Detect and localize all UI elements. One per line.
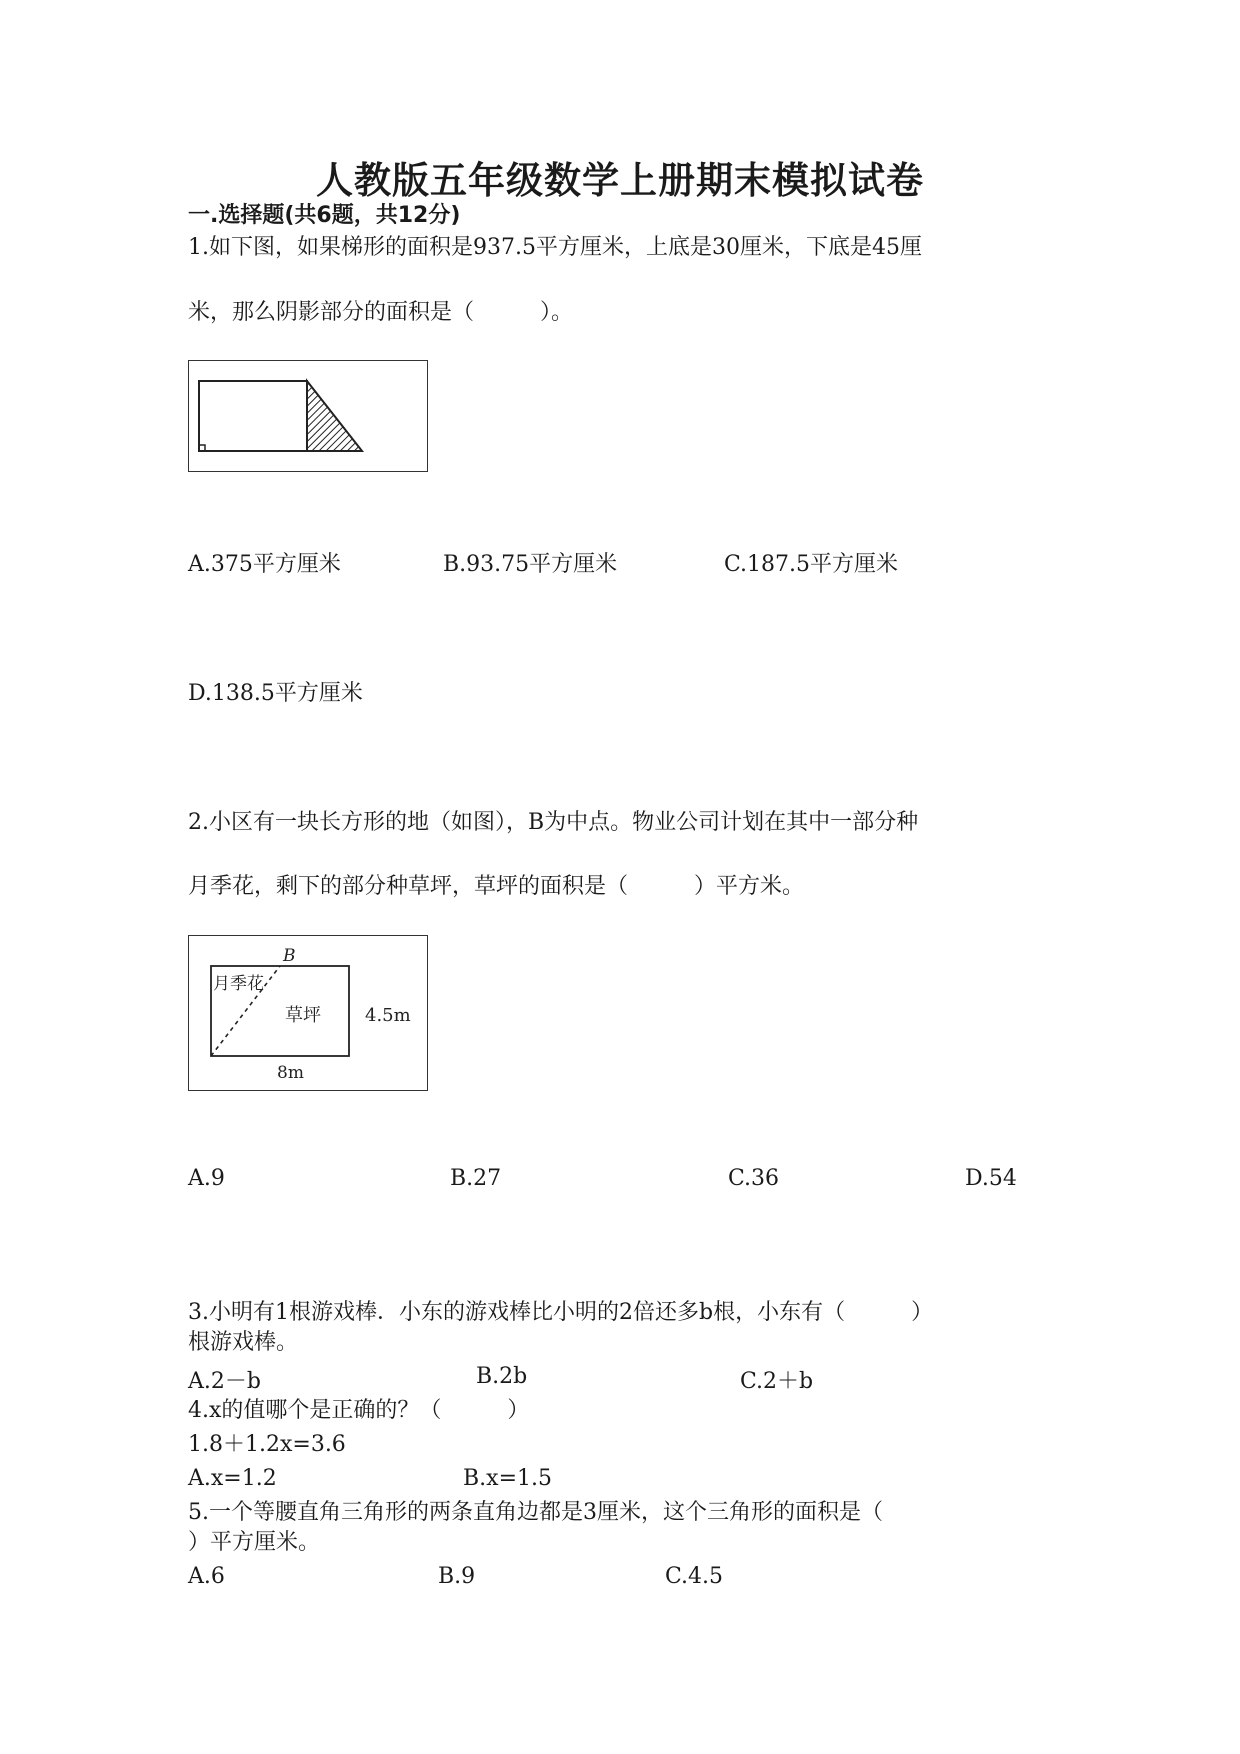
q1-option-c: C.187.5平方厘米 xyxy=(724,552,899,577)
shaded-triangle xyxy=(307,381,362,451)
rectangle-part xyxy=(199,381,307,451)
section-heading: 一.选择题(共6题，共12分) xyxy=(188,203,461,228)
q2-option-a: A.9 xyxy=(188,1166,225,1191)
q3-text-line2: 根游戏棒。 xyxy=(188,1330,299,1355)
q2-text-line1: 2.小区有一块长方形的地（如图），B为中点。物业公司计划在其中一部分种 xyxy=(188,810,919,835)
q4-equation: 1.8＋1.2x=3.6 xyxy=(188,1432,346,1457)
q2-option-d: D.54 xyxy=(965,1166,1017,1191)
q1-text-line1: 1.如下图，如果梯形的面积是937.5平方厘米，上底是30厘米，下底是45厘 xyxy=(188,235,922,260)
q1-trapezoid-figure xyxy=(188,360,428,472)
q5-text-line2: ）平方厘米。 xyxy=(188,1530,321,1555)
q3-option-c: C.2＋b xyxy=(740,1369,814,1394)
height-label: 4.5m xyxy=(365,1005,411,1026)
q2-rectangle-figure xyxy=(188,935,428,1091)
q1-text-line2: 米，那么阴影部分的面积是（ ）。 xyxy=(188,300,574,325)
page-title: 人教版五年级数学上册期末模拟试卷 xyxy=(316,158,924,202)
q2-text-line2: 月季花，剩下的部分种草坪，草坪的面积是（ ）平方米。 xyxy=(188,874,805,899)
q1-option-d: D.138.5平方厘米 xyxy=(188,681,363,706)
q2-option-c: C.36 xyxy=(728,1166,780,1191)
q1-option-b: B.93.75平方厘米 xyxy=(443,552,618,577)
q3-option-a: A.2－b xyxy=(188,1369,261,1394)
q3-option-b: B.2b xyxy=(476,1364,528,1389)
point-b-label: B xyxy=(283,946,296,966)
q4-option-a: A.x=1.2 xyxy=(188,1466,277,1491)
q4-option-b: B.x=1.5 xyxy=(463,1466,552,1491)
q1-option-a: A.375平方厘米 xyxy=(188,552,341,577)
q5-option-b: B.9 xyxy=(438,1564,476,1589)
flower-label: 月季花 xyxy=(213,974,264,994)
garden-diagram xyxy=(189,936,427,1090)
grass-label: 草坪 xyxy=(285,1005,321,1026)
q5-option-a: A.6 xyxy=(188,1564,225,1589)
q4-text-line1: 4.x的值哪个是正确的？（ ） xyxy=(188,1398,530,1423)
q2-option-b: B.27 xyxy=(450,1166,502,1191)
q5-text-line1: 5.一个等腰直角三角形的两条直角边都是3厘米，这个三角形的面积是（ xyxy=(188,1500,883,1525)
q3-text-line1: 3.小明有1根游戏棒．小东的游戏棒比小明的2倍还多b根，小东有（ ） xyxy=(188,1300,934,1325)
width-label: 8m xyxy=(277,1063,304,1083)
trapezoid-diagram xyxy=(189,361,427,471)
q5-option-c: C.4.5 xyxy=(665,1564,724,1589)
